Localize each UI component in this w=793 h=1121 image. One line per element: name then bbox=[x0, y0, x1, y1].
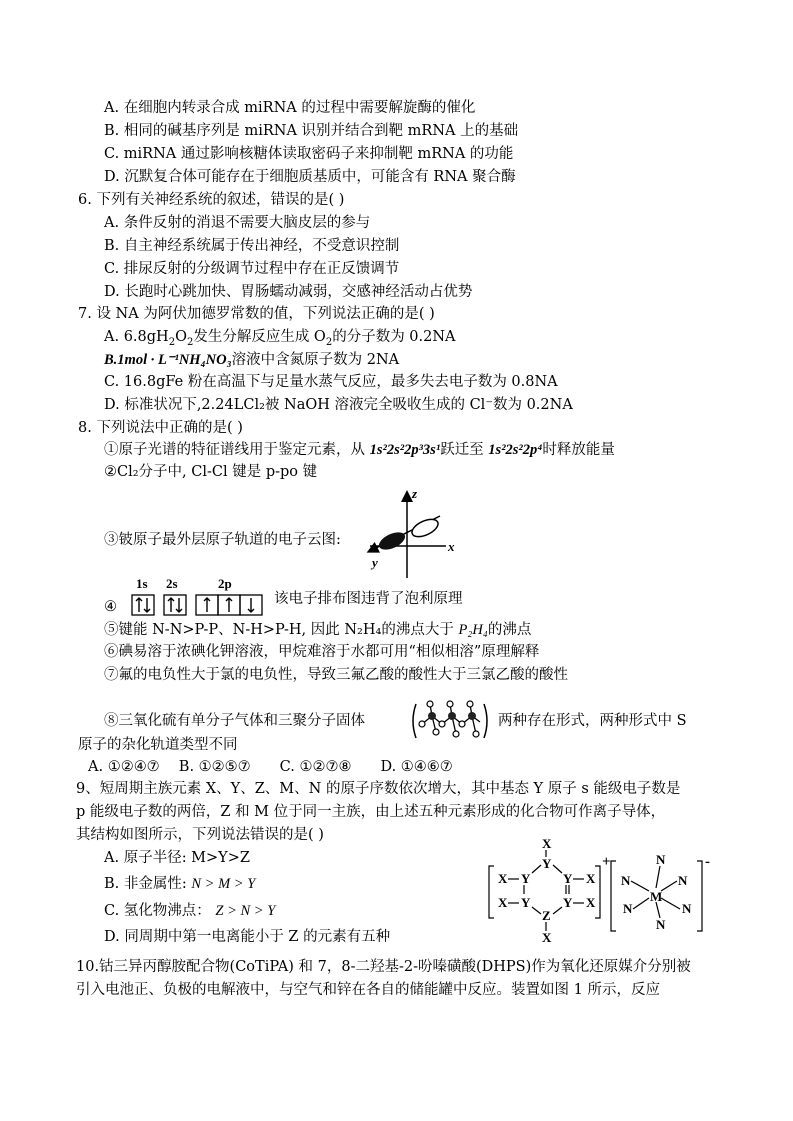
right-bracket bbox=[484, 704, 487, 738]
q9-option-b: B. 非金属性: N > M > Y bbox=[104, 876, 256, 892]
q6-stem: 6. 下列有关神经系统的叙述，错误的是( ) bbox=[78, 192, 345, 208]
spin-up-arrow bbox=[168, 598, 174, 612]
q7-stem: 7. 设 NA 为阿伏加德罗常数的值，下列说法正确的是( ) bbox=[78, 306, 435, 322]
svg-text:N: N bbox=[682, 901, 692, 916]
svg-text:N: N bbox=[678, 873, 688, 888]
q5-option-b: B. 相同的碱基序列是 miRNA 识别并结合到靶 mRNA 上的基础 bbox=[104, 123, 519, 139]
orbital-box-2s bbox=[164, 595, 186, 615]
svg-text:Y: Y bbox=[521, 871, 531, 886]
left-bracket bbox=[413, 704, 416, 738]
spin-down-arrow bbox=[176, 598, 182, 612]
q6-option-a: A. 条件反射的消退不需要大脑皮层的参与 bbox=[104, 215, 371, 231]
svg-text:X: X bbox=[542, 930, 552, 945]
q6-option-b: B. 自主神经系统属于传出神经，不受意识控制 bbox=[104, 238, 400, 254]
q8-statement-4-text: 该电子排布图违背了泡利原理 bbox=[274, 591, 463, 607]
q6-option-d: D. 长跑时心跳加快、胃肠蠕动减弱，交感神经活动占优势 bbox=[104, 284, 473, 300]
orbital-box-1s bbox=[132, 595, 154, 615]
svg-text:Y: Y bbox=[563, 895, 573, 910]
q8-statement-2: ②Cl₂分子中, Cl-Cl 键是 p-po 键 bbox=[104, 464, 318, 480]
q9-option-c: C. 氢化物沸点： Z > N > Y bbox=[104, 903, 276, 919]
z-axis-label: z bbox=[412, 486, 418, 501]
svg-text:M: M bbox=[650, 889, 663, 904]
svg-text:Y: Y bbox=[521, 895, 531, 910]
q8-options: A. ①②④⑦ B. ①②⑤⑦ C. ①②⑦⑧ D. ①④⑥⑦ bbox=[88, 759, 453, 775]
svg-text:N: N bbox=[623, 901, 633, 916]
y-axis-label: y bbox=[372, 555, 378, 570]
spin-down-arrow bbox=[144, 598, 150, 612]
q10-stem-line2: 引入电池正、负极的电解液中，与空气和锌在各自的储能罐中反应。装置如图 1 所示，反应 bbox=[76, 982, 660, 998]
q9-stem-line2: p 能级电子数的两倍，Z 和 M 位于同一主族，由上述五种元素形成的化合物可作离子导体， bbox=[76, 804, 666, 820]
spin-up-arrow bbox=[204, 598, 210, 612]
q8-statement-3: ③铍原子最外层原子轨道的电子云图: bbox=[104, 532, 341, 548]
q8-statement-8-cont: 两种存在形式，两种形式中 S bbox=[498, 713, 687, 729]
q7-option-c: C. 16.8gFe 粉在高温下与足量水蒸气反应，最多失去电子数为 0.8NA bbox=[104, 374, 558, 390]
q5-option-d: D. 沉默复合体可能存在于细胞质基质中，可能含有 RNA 聚合酶 bbox=[104, 169, 516, 185]
q6-option-c: C. 排尿反射的分级调节过程中存在正反馈调节 bbox=[104, 261, 400, 277]
ionic-structure-diagram bbox=[488, 836, 723, 946]
q8-statement-7: ⑦氟的电负性大于氯的电负性，导致三氟乙酸的酸性大于三氯乙酸的酸性 bbox=[104, 667, 568, 683]
svg-text:X: X bbox=[586, 871, 596, 886]
so3-trimer-diagram bbox=[410, 696, 490, 746]
q8-statement-8-line2: 原子的杂化轨道类型不同 bbox=[78, 737, 238, 753]
q8-stem: 8. 下列说法中正确的是( ) bbox=[78, 420, 243, 436]
q10-stem-line1: 10.钴三异丙醇胺配合物(CoTiPA) 和 7，8-二羟基-2-吩嗪磺酸(DHPS)作为氧化还原媒介分别被 bbox=[76, 959, 691, 975]
q7-option-d: D. 标准状况下,2.24LCl₂被 NaOH 溶液完全吸收生成的 Cl⁻数为 0.2NA bbox=[104, 397, 573, 413]
q7-option-b: B.1mol · L⁻¹NH₄NO₃溶液中含氮原子数为 2NA bbox=[104, 352, 400, 368]
svg-text:N: N bbox=[656, 852, 666, 867]
svg-text:X: X bbox=[542, 836, 552, 851]
orbital-lobe-left bbox=[376, 529, 407, 554]
svg-text:X: X bbox=[498, 871, 508, 886]
x-axis-label: x bbox=[448, 539, 455, 554]
svg-text:-: - bbox=[705, 854, 710, 870]
svg-text:N: N bbox=[621, 873, 631, 888]
orbital-diagram bbox=[128, 575, 268, 620]
spin-up-arrow bbox=[226, 598, 232, 612]
q9-stem-line3: 其结构如图所示，下列说法错误的是( ) bbox=[76, 827, 324, 843]
electron-cloud-diagram bbox=[360, 488, 470, 583]
q5-option-a: A. 在细胞内转录合成 miRNA 的过程中需要解旋酶的催化 bbox=[104, 100, 476, 116]
orbital-label-2s: 2s bbox=[166, 576, 178, 591]
q8-statement-6: ⑥碘易溶于浓碘化钾溶液，甲烷难溶于水都可用“相似相溶”原理解释 bbox=[104, 644, 540, 660]
q8-statement-4-num: ④ bbox=[104, 599, 117, 615]
q8-statement-8: ⑧三氧化硫有单分子气体和三聚分子固体 bbox=[104, 713, 365, 729]
svg-text:Z: Z bbox=[542, 908, 551, 923]
q7-option-a: A. $6.8gH_2O_2$发生分解反应生成 $O_2$的分子数为 0.2NA bbox=[104, 329, 456, 348]
orbital-label-2p: 2p bbox=[218, 576, 232, 591]
svg-text:N: N bbox=[656, 917, 666, 932]
orbital-label-1s: 1s bbox=[136, 576, 148, 591]
spin-down-arrow bbox=[248, 598, 254, 612]
svg-text:X: X bbox=[498, 895, 508, 910]
q8-statement-1: ①原子光谱的特征谱线用于鉴定元素，从 1s²2s²2p³3s¹跃迁至 1s²2s²2p⁴时释放能量 bbox=[104, 442, 615, 458]
orbital-lobe-right bbox=[409, 516, 440, 541]
spin-up-arrow bbox=[136, 598, 142, 612]
svg-text:+: + bbox=[602, 854, 611, 870]
q9-option-a: A. 原子半径: M>Y>Z bbox=[104, 850, 250, 866]
q9-stem-line1: 9、短周期主族元素 X、Y、Z、M、N 的原子序数依次增大，其中基态 Y 原子 s 能级电子数是 bbox=[76, 781, 681, 797]
q5-option-c: C. miRNA 通过影响核糖体读取密码子来抑制靶 mRNA 的功能 bbox=[104, 146, 514, 162]
q9-option-d: D. 同周期中第一电离能小于 Z 的元素有五种 bbox=[104, 929, 391, 945]
svg-text:Y: Y bbox=[542, 856, 552, 871]
svg-text:Y: Y bbox=[563, 871, 573, 886]
q8-statement-5: ⑤键能 N-N>P-P、N-H>P-H, 因此 N₂H₄的沸点大于 P₂H₄的沸点 bbox=[104, 622, 532, 638]
svg-text:X: X bbox=[586, 895, 596, 910]
